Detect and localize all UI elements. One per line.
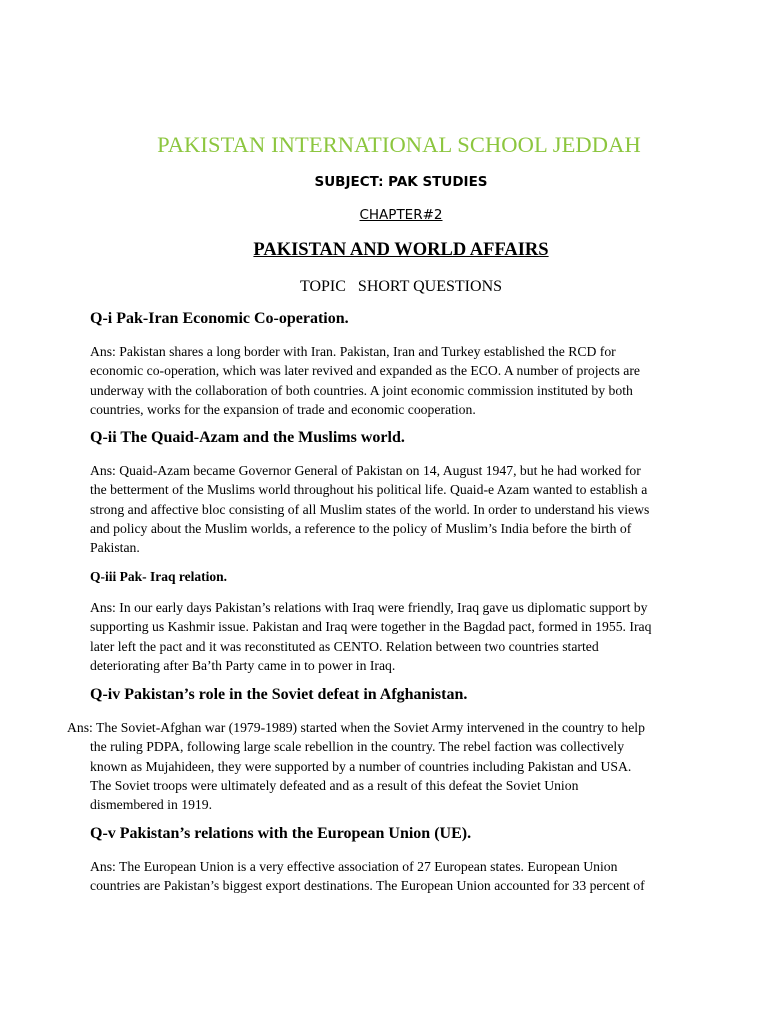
answer-line: the ruling PDPA, following large scale rebellion in the country. The rebel faction was collectively xyxy=(90,739,625,755)
answer-line: the betterment of the Muslims world throughout his political life. Quaid-e Azam wanted to establish a xyxy=(90,482,648,498)
question-1: Q-i Pak-Iran Economic Co-operation. xyxy=(90,310,349,327)
answer-5 xyxy=(90,857,710,896)
answer-line: The Soviet troops were ultimately defeated and as a result of this defeat the Soviet Union xyxy=(90,777,579,793)
answer-3 xyxy=(90,598,710,675)
answer-line: underway with the collaboration of both countries. A joint economic commission instituted by both xyxy=(90,382,633,398)
answer-1 xyxy=(90,342,710,419)
chapter-line: CHAPTER#2 xyxy=(359,207,443,223)
question-2: Q-ii The Quaid-Azam and the Muslims world. xyxy=(90,429,405,446)
answer-line: and policy about the Muslim worlds, a reference to the policy of Muslim’s India before the birth of xyxy=(90,520,632,536)
answer-line: strong and affective bloc consisting of all Muslim states of the world. In order to understand his views xyxy=(90,501,650,517)
answer-line: supporting us Kashmir issue. Pakistan and Iraq were together in the Bagdad pact, formed in 1955. Iraq xyxy=(90,619,652,635)
subject-line: SUBJECT: PAK STUDIES xyxy=(314,174,488,190)
question-5: Q-v Pakistan’s relations with the European Union (UE). xyxy=(90,825,472,842)
answer-4 xyxy=(67,718,710,814)
answer-line: countries are Pakistan’s biggest export destinations. The European Union accounted for 33 percent of xyxy=(90,878,645,894)
answer-2 xyxy=(90,461,710,557)
answer-line: later left the pact and it was reconstituted as CENTO. Relation between two countries started xyxy=(90,638,599,654)
answer-line: dismembered in 1919. xyxy=(90,797,213,813)
answer-line: known as Mujahideen, they were supported by a number of countries including Pakistan and USA. xyxy=(90,758,632,774)
chapter-heading: PAKISTAN AND WORLD AFFAIRS xyxy=(253,240,549,260)
answer-line: Ans: The Soviet-Afghan war (1979-1989) started when the Soviet Army intervened in the country to help xyxy=(67,720,645,735)
topic-line: TOPIC SHORT QUESTIONS xyxy=(299,278,503,295)
answer-line: Pakistan. xyxy=(90,540,140,556)
question-4: Q-iv Pakistan’s role in the Soviet defeat in Afghanistan. xyxy=(90,686,468,703)
answer-line: Ans: The European Union is a very effective association of 27 European states. European Union xyxy=(90,859,618,874)
school-title: PAKISTAN INTERNATIONAL SCHOOL JEDDAH xyxy=(157,132,641,157)
answer-line: economic co-operation, which was later revived and expanded as the ECO. A number of projects are xyxy=(90,363,640,379)
answer-line: deteriorating after Ba’th Party came in to power in Iraq. xyxy=(90,657,396,673)
answer-line: Ans: Quaid-Azam became Governor General of Pakistan on 14, August 1947, but he had worked for xyxy=(90,463,641,478)
answer-line: Ans: Pakistan shares a long border with Iran. Pakistan, Iran and Turkey established the RCD for xyxy=(90,344,616,359)
question-3: Q-iii Pak- Iraq relation. xyxy=(90,569,227,584)
answer-line: Ans: In our early days Pakistan’s relations with Iraq were friendly, Iraq gave us diplomatic support by xyxy=(90,600,648,615)
answer-line: countries, works for the expansion of trade and economic cooperation. xyxy=(90,401,476,417)
